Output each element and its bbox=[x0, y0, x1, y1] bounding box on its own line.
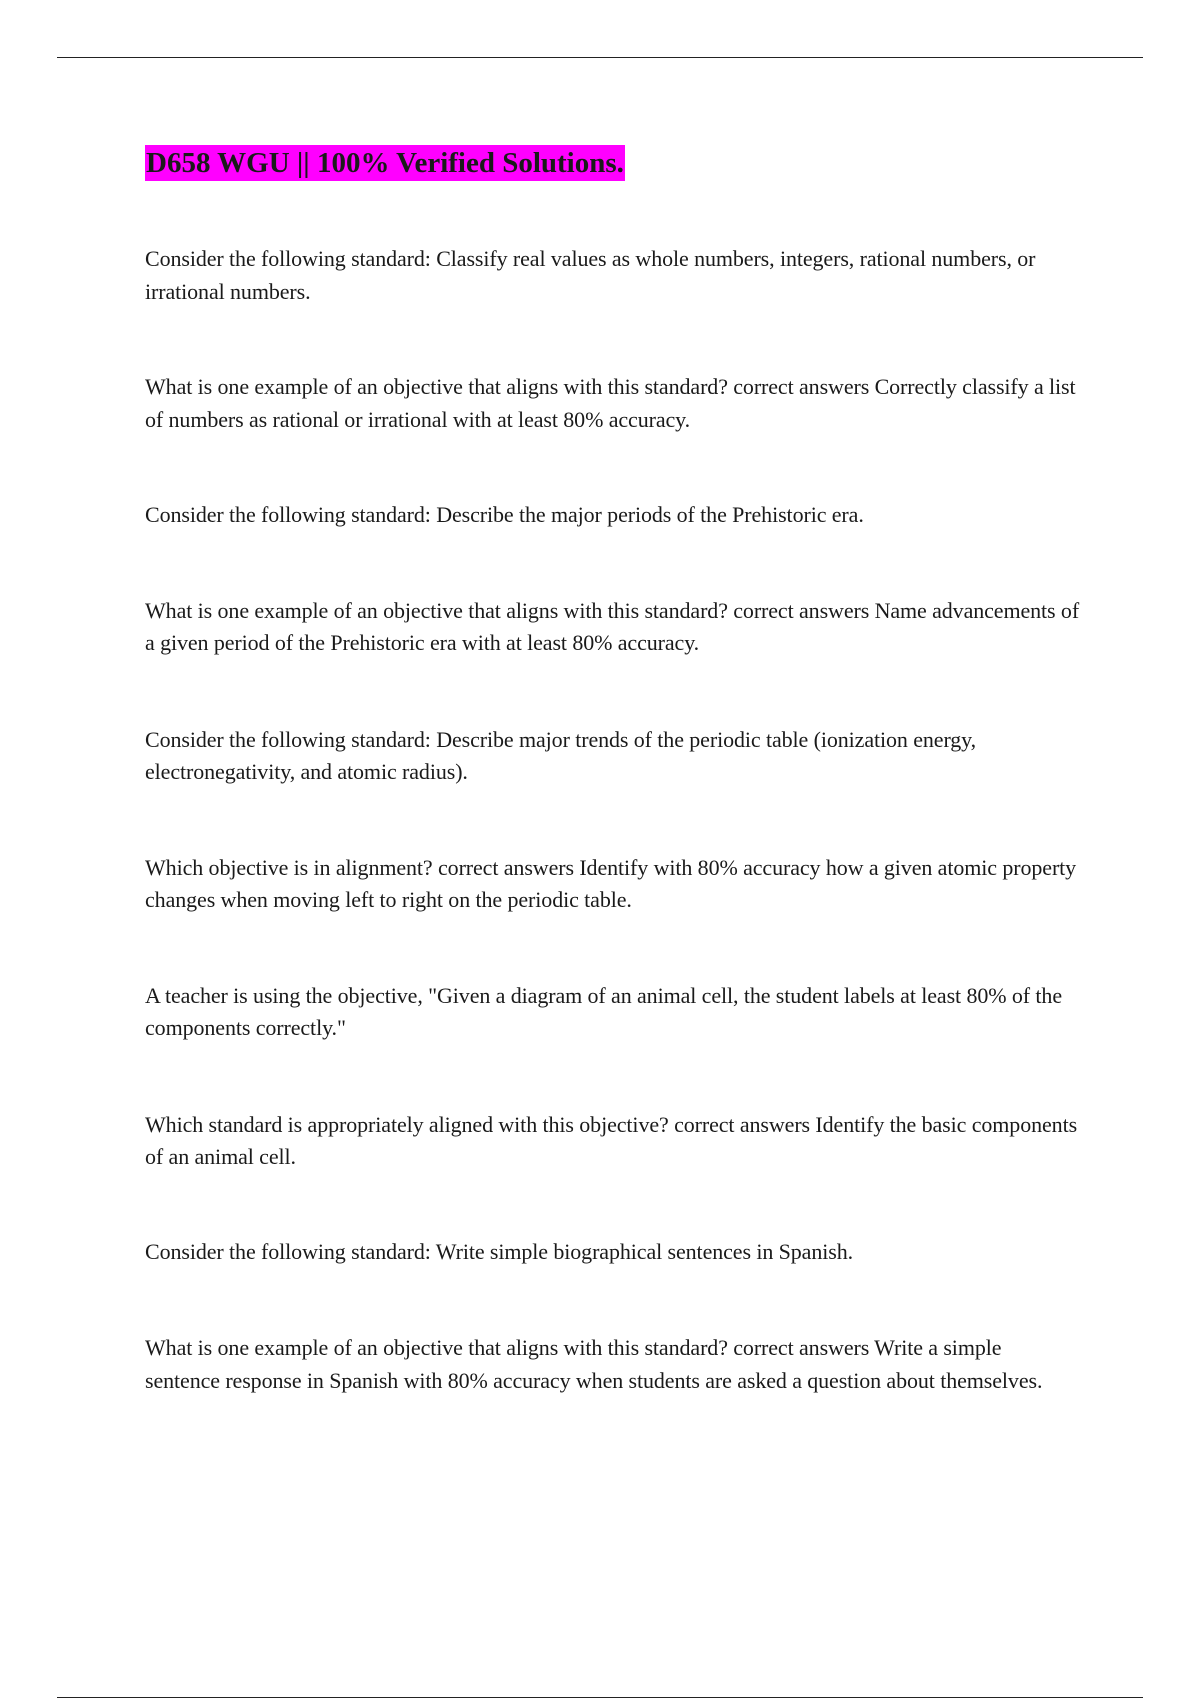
paragraph-2: What is one example of an objective that aligns with this standard? correct answers Correctly classify a list of numbers as rational or irrational with at least 80% accuracy. bbox=[145, 374, 1076, 432]
paragraph-1: Consider the following standard: Classify real values as whole numbers, integers, rational numbers, or irrational numbers. bbox=[145, 246, 1036, 304]
paragraph-4: What is one example of an objective that aligns with this standard? correct answers Name advancements of a given period of the Prehistoric era with at least 80% accuracy. bbox=[145, 597, 1080, 655]
paragraph-5: Consider the following standard: Describe major trends of the periodic table (ionization energy, electronegativity, and atomic radius). bbox=[145, 726, 977, 784]
document-body bbox=[145, 145, 1080, 1397]
header-rule bbox=[57, 57, 1143, 58]
paragraph-8: Which standard is appropriately aligned with this objective? correct answers Identify the basic components of an animal cell. bbox=[145, 1111, 1078, 1169]
paragraph-6: Which objective is in alignment? correct answers Identify with 80% accuracy how a given atomic property changes when moving left to right on the periodic table. bbox=[145, 854, 1077, 912]
document-title: D658 WGU || 100% Verified Solutions. bbox=[146, 147, 624, 179]
paragraph-3: Consider the following standard: Describe the major periods of the Prehistoric era. bbox=[145, 502, 864, 527]
paragraph-7: A teacher is using the objective, "Given a diagram of an animal cell, the student labels at least 80% of the components correctly." bbox=[145, 982, 1062, 1040]
paragraph-9: Consider the following standard: Write simple biographical sentences in Spanish. bbox=[145, 1238, 854, 1264]
paragraph-10: What is one example of an objective that aligns with this standard? correct answers Write a simple sentence response in Spanish with 80% accuracy when students are asked a question about themselves. bbox=[145, 1335, 1043, 1393]
footer-rule bbox=[57, 1697, 1143, 1698]
